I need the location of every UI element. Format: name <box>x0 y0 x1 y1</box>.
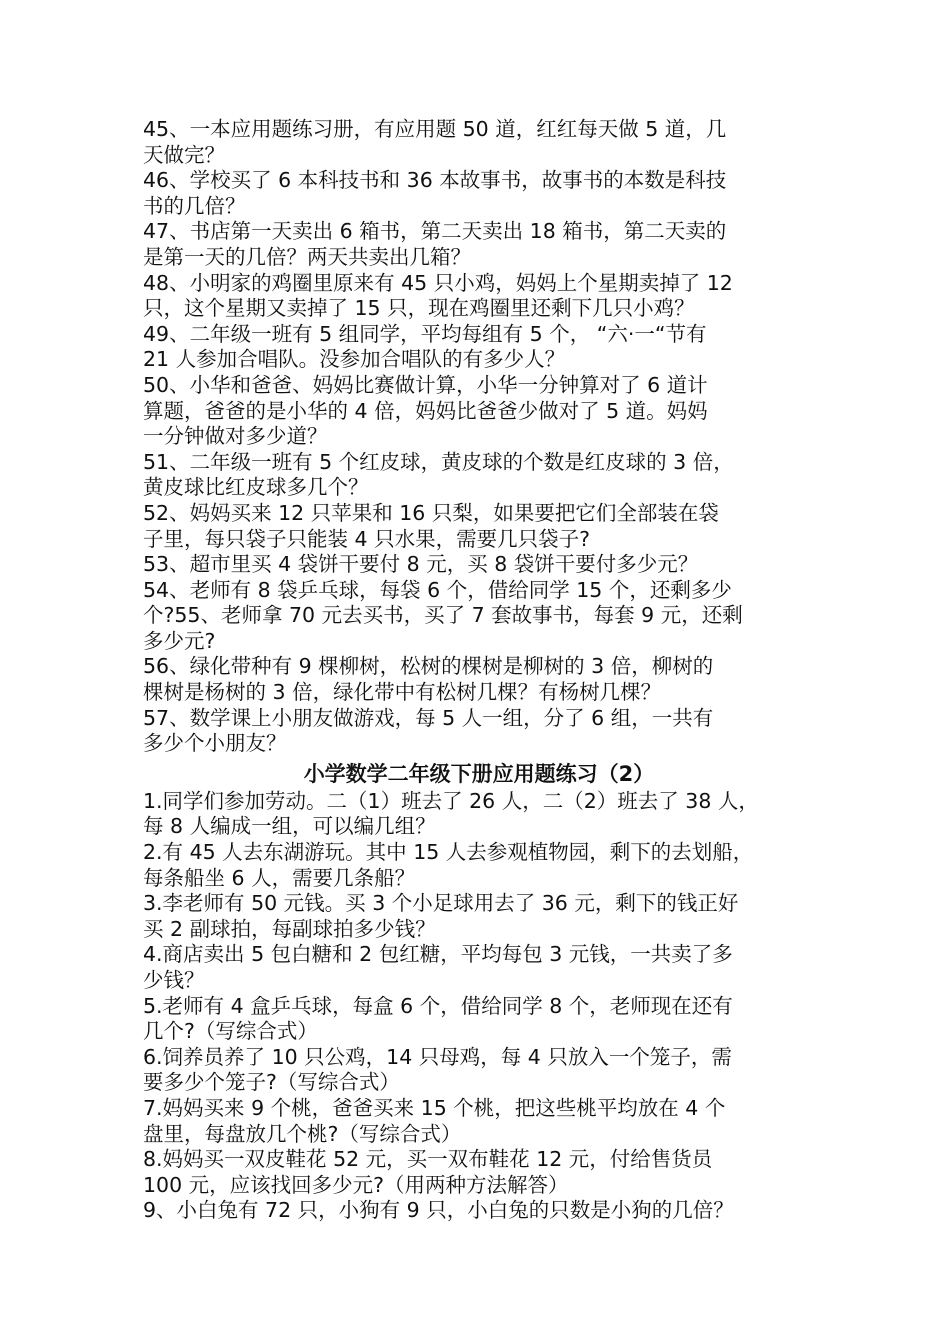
problem-line: 6.饲养员养了 10 只公鸡，14 只母鸡，每 4 只放入一个笼子，需 <box>143 1044 732 1069</box>
section-title: 小学数学二年级下册应用题练习（2） <box>303 761 655 786</box>
problem-line: 56、绿化带种有 9 棵柳树，松树的棵树是柳树的 3 倍，柳树的 <box>143 654 714 679</box>
problem-line: 54、老师有 8 袋乒乓球，每袋 6 个，借给同学 15 个，还剩多少 <box>143 577 732 602</box>
problem-46 <box>143 168 815 219</box>
problem-line: 每条船坐 6 人，需要几条船？ <box>143 865 416 890</box>
problem-57 <box>143 706 815 757</box>
problem-line: 是第一天的几倍？两天共卖出几箱？ <box>143 244 471 269</box>
problem-47 <box>143 219 815 270</box>
problem-line: 7.妈妈买来 9 个桃，爸爸买来 15 个桃，把这些桃平均放在 4 个 <box>143 1095 726 1120</box>
problem-line: 子里，每只袋子只能装 4 只水果，需要几只袋子? <box>143 526 590 551</box>
problem-line: 个?55、老师拿 70 元去买书，买了 7 套故事书，每套 9 元，还剩 <box>143 603 743 628</box>
problem-56 <box>143 654 815 705</box>
problem-line: 49、二年级一班有 5 组同学，平均每组有 5 个， “六·一“节有 <box>143 321 707 346</box>
problem-1 <box>143 789 815 840</box>
problem-5 <box>143 994 815 1045</box>
problem-6 <box>143 1045 815 1096</box>
problem-4 <box>143 942 815 993</box>
problem-line: 51、二年级一班有 5 个红皮球，黄皮球的个数是红皮球的 3 倍， <box>143 449 734 474</box>
problem-line: 45、一本应用题练习册，有应用题 50 道，红红每天做 5 道，几 <box>143 117 727 141</box>
problem-line: 多少个小朋友？ <box>143 731 287 756</box>
problem-3 <box>143 891 815 942</box>
problem-line: 一分钟做对多少道？ <box>143 424 328 449</box>
problem-line: 每 8 人编成一组，可以编几组？ <box>143 814 436 839</box>
problem-7 <box>143 1096 815 1147</box>
problem-set-2 <box>143 789 815 1224</box>
problem-51 <box>143 450 815 501</box>
problem-line: 盘里，每盘放几个桃?（写综合式） <box>143 1121 462 1146</box>
problem-line: 57、数学课上小朋友做游戏，每 5 人一组，分了 6 组，一共有 <box>143 705 714 730</box>
problem-line: 要多少个笼子?（写综合式） <box>143 1070 400 1095</box>
problem-line: 46、学校买了 6 本科技书和 36 本故事书，故事书的本数是科技 <box>143 168 727 193</box>
problem-line: 只，这个星期又卖掉了 15 只，现在鸡圈里还剩下几只小鸡？ <box>143 296 695 321</box>
problem-50 <box>143 373 815 450</box>
problem-52 <box>143 501 815 552</box>
problem-line: 几个?（写综合式） <box>143 1019 318 1044</box>
problem-2 <box>143 840 815 891</box>
problem-line: 1.同学们参加劳动。二（1）班去了 26 人，二（2）班去了 38 人， <box>143 788 759 813</box>
problem-45 <box>143 117 815 168</box>
problem-set-1 <box>143 117 815 757</box>
problem-line: 天做完？ <box>143 142 225 167</box>
problem-line: 黄皮球比红皮球多几个？ <box>143 475 369 500</box>
problem-line: 少钱？ <box>143 968 205 992</box>
problem-line: 100 元，应该找回多少元?（用两种方法解答） <box>143 1172 569 1197</box>
problem-8 <box>143 1147 815 1198</box>
problem-line: 47、书店第一天卖出 6 箱书，第二天卖出 18 箱书，第二天卖的 <box>143 219 727 244</box>
problem-9 <box>143 1198 815 1224</box>
problem-line: 多少元? <box>143 628 216 653</box>
problem-53 <box>143 552 815 578</box>
problem-line: 5.老师有 4 盒乒乓球，每盒 6 个，借给同学 8 个，老师现在还有 <box>143 993 733 1018</box>
problem-line: 3.李老师有 50 元钱。买 3 个小足球用去了 36 元，剩下的钱正好 <box>143 891 739 916</box>
problem-line: 21 人参加合唱队。没参加合唱队的有多少人？ <box>143 347 566 372</box>
problem-line: 8.妈妈买一双皮鞋花 52 元，买一双布鞋花 12 元，付给售货员 <box>143 1147 713 1172</box>
document-page <box>143 117 815 1224</box>
problem-line: 书的几倍？ <box>143 193 246 218</box>
problem-49 <box>143 322 815 373</box>
problem-line: 48、小明家的鸡圈里原来有 45 只小鸡，妈妈上个星期卖掉了 12 <box>143 270 733 295</box>
problem-line: 4.商店卖出 5 包白糖和 2 包红糖，平均每包 3 元钱，一共卖了多 <box>143 942 733 967</box>
problem-line: 2.有 45 人去东湖游玩。其中 15 人去参观植物园，剩下的去划船， <box>143 840 754 865</box>
problem-line: 算题，爸爸的是小华的 4 倍，妈妈比爸爸少做对了 5 道。妈妈 <box>143 398 708 423</box>
problem-line: 50、小华和爸爸、妈妈比赛做计算，小华一分钟算对了 6 道计 <box>143 372 708 397</box>
problem-line: 52、妈妈买来 12 只苹果和 16 只梨，如果要把它们全部装在袋 <box>143 500 719 525</box>
problem-line: 9、小白兔有 72 只，小狗有 9 只，小白兔的只数是小狗的几倍？ <box>143 1198 734 1223</box>
problem-line: 棵树是杨树的 3 倍，绿化带中有松树几棵？有杨树几棵？ <box>143 680 662 705</box>
problem-54-55 <box>143 578 815 655</box>
problem-48 <box>143 271 815 322</box>
problem-line: 买 2 副球拍，每副球拍多少钱？ <box>143 916 436 941</box>
problem-line: 53、超市里买 4 袋饼干要付 8 元，买 8 袋饼干要付多少元？ <box>143 552 699 577</box>
